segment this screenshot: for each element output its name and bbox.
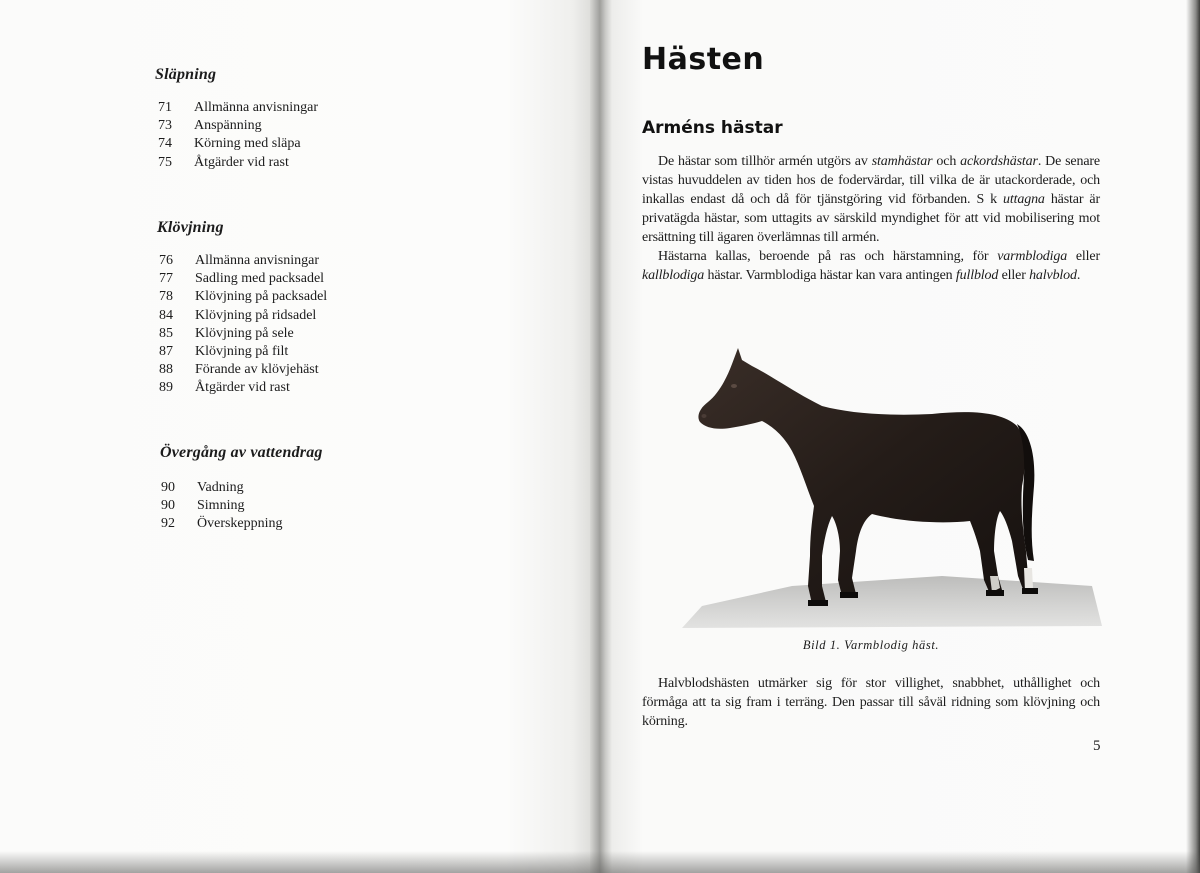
- bottom-shadow: [0, 851, 1200, 873]
- chapter-title: Hästen: [642, 42, 765, 77]
- toc-list-slapning: [158, 99, 318, 172]
- toc-page-number: 78: [159, 289, 173, 305]
- toc-entry-label: Klövjning på ridsadel: [195, 307, 317, 323]
- toc-entry-label: Anspänning: [194, 118, 262, 134]
- ground-shadow: [682, 576, 1102, 628]
- toc-section-title-klovjning: Klövjning: [157, 219, 224, 236]
- toc-page-number: 89: [159, 380, 173, 396]
- toc-row: [158, 154, 318, 172]
- toc-page-number: 85: [159, 325, 173, 341]
- toc-row: [161, 497, 283, 515]
- toc-row: [158, 117, 318, 135]
- toc-page-number: 77: [159, 271, 173, 287]
- toc-page-number: 88: [159, 362, 173, 378]
- toc-row: [159, 288, 327, 306]
- toc-page-number: 71: [158, 100, 172, 115]
- toc-entry-label: Åtgärder vid rast: [194, 154, 289, 170]
- toc-entry-label: Körning med släpa: [194, 136, 301, 152]
- toc-row: [159, 343, 327, 361]
- toc-page-number: 74: [158, 136, 172, 152]
- book-gutter: [590, 0, 612, 873]
- toc-section-title-overgang: Övergång av vattendrag: [160, 444, 323, 461]
- toc-page-number: 87: [159, 344, 173, 360]
- toc-entry-label: Allmänna anvisningar: [195, 253, 320, 268]
- toc-entry-label: Klövjning på filt: [195, 344, 289, 360]
- toc-entry-label: Åtgärder vid rast: [195, 380, 290, 396]
- toc-entry-label: Klövjning på packsadel: [195, 289, 328, 305]
- toc-entry-label: Sadling med packsadel: [195, 271, 325, 287]
- section-heading: Arméns hästar: [642, 118, 783, 138]
- toc-page-number: 75: [158, 154, 172, 170]
- toc-page-number: 84: [159, 307, 173, 323]
- toc-entry-label: Förande av klövjehäst: [195, 362, 319, 378]
- toc-row: [159, 270, 327, 288]
- toc-row: [161, 515, 283, 533]
- toc-entry-label: Klövjning på sele: [195, 325, 294, 341]
- toc-entry-label: Vadning: [197, 480, 244, 495]
- toc-page-number: 90: [161, 480, 175, 495]
- toc-page-number: 73: [158, 118, 172, 134]
- toc-list-overgang: [161, 479, 283, 534]
- page-edge-shadow: [1186, 0, 1200, 873]
- horse-silhouette: [698, 348, 1038, 606]
- body-paragraph-1: De hästar som tillhör armén utgörs av stamhästar och ackordshästar. De senare vistas huvuddelen av tiden hos de fodervärdar, till vilka de är utackorderade, och inkallas endast då och då för tjänstgöring vid förbanden. S k uttagna hästar är privatägda hästar, som uttagits av särskild myndighet för att vid mobilisering mot ersättning till ägaren överlämnas till armén. Hästarna kallas, beroende på ras och härstamning, för varmblodiga eller kallblodiga hästar. Varmblodiga hästar kan vara antingen fullblod eller halvblod.: [642, 154, 1100, 283]
- figure-caption: Bild 1. Varmblodig häst.: [802, 638, 940, 652]
- toc-row: [159, 307, 327, 325]
- toc-row: [161, 479, 283, 497]
- toc-row: [158, 99, 318, 117]
- toc-row: [159, 379, 327, 397]
- toc-entry-label: Simning: [197, 498, 245, 514]
- toc-entry-label: Allmänna anvisningar: [194, 100, 319, 115]
- toc-row: [159, 252, 327, 270]
- horse-photograph: [672, 336, 1102, 634]
- toc-page-number: 76: [159, 253, 173, 268]
- toc-entry-label: Överskeppning: [197, 516, 283, 532]
- toc-row: [158, 135, 318, 153]
- page-number: 5: [1093, 738, 1101, 754]
- toc-section-title-slapning: Släpning: [155, 66, 217, 83]
- toc-row: [159, 361, 327, 379]
- toc-list-klovjning: [159, 252, 327, 398]
- toc-page-number: 92: [161, 516, 175, 532]
- body-paragraph-3: Halvblodshästen utmärker sig för stor villighet, snabbhet, uthållighet och förmåga att ta sig fram i terräng. Den passar till såväl ridning som klövjning och körning.: [642, 676, 1100, 729]
- toc-page-number: 90: [161, 498, 175, 514]
- toc-row: [159, 325, 327, 343]
